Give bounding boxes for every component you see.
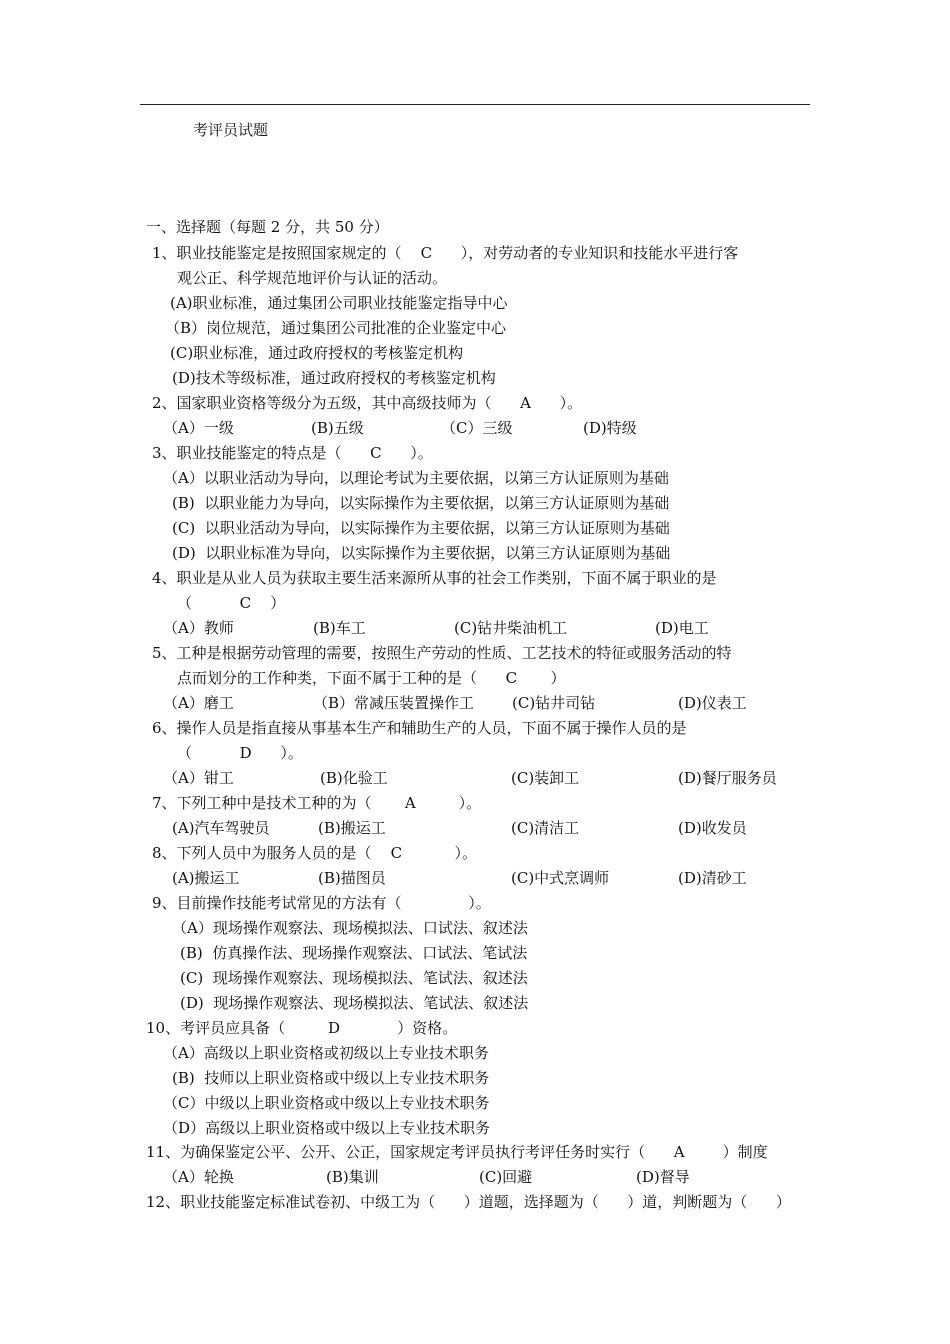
q12-stem: 12、职业技能鉴定标准试卷初、中级工为（ ）道题，选择题为（ ）道，判断题为（ ） [146, 1193, 791, 1211]
doc-title: 考评员试题 [193, 121, 269, 139]
q6-stem: 6、操作人员是指直接从事基本生产和辅助生产的人员，下面不属于操作人员的是 [152, 719, 687, 737]
q6-option-d: (D)餐厅服务员 [678, 769, 777, 787]
q1-option-d: (D)技术等级标准，通过政府授权的考核鉴定机构 [172, 369, 496, 387]
q7-stem: 7、下列工种中是技术工种的为（ A ）。 [152, 794, 482, 812]
q3-option-d: (D) 以职业标准为导向，以实际操作为主要依据，以第三方认证原则为基础 [172, 544, 671, 562]
q10-option-c: （C）中级以上职业资格或中级以上专业技术职务 [163, 1094, 490, 1112]
q9-option-b: (B) 仿真操作法、现场操作观察法、口试法、笔试法 [180, 944, 528, 962]
q9-option-d: (D) 现场操作观察法、现场模拟法、笔试法、叙述法 [180, 994, 529, 1012]
q7-option-a: (A)汽车驾驶员 [172, 819, 270, 837]
q9-option-c: (C) 现场操作观察法、现场模拟法、笔试法、叙述法 [180, 969, 528, 987]
q6-option-a: （A）钳工 [163, 769, 234, 787]
q4-option-b: (B)车工 [313, 619, 366, 637]
q6-stem-cont: （ D ）。 [177, 744, 303, 762]
q5-option-a: （A）磨工 [163, 694, 234, 712]
q9-stem: 9、目前操作技能考试常见的方法有（ ）。 [152, 894, 491, 912]
q4-stem: 4、职业是从业人员为获取主要生活来源所从事的社会工作类别，下面不属于职业的是 [152, 569, 717, 587]
q1-option-c: (C)职业标准，通过政府授权的考核鉴定机构 [170, 344, 464, 362]
q3-stem: 3、职业技能鉴定的特点是（ C ）。 [152, 444, 433, 462]
q3-option-b: (B) 以职业能力为导向，以实际操作为主要依据，以第三方认证原则为基础 [172, 494, 670, 512]
q4-option-d: (D)电工 [655, 619, 709, 637]
q4-option-c: (C)钻井柴油机工 [454, 619, 568, 637]
q10-option-a: （A）高级以上职业资格或初级以上专业技术职务 [163, 1044, 489, 1062]
q11-stem: 11、为确保鉴定公平、公开、公正，国家规定考评员执行考评任务时实行（ A ）制度 [146, 1143, 768, 1161]
q1-option-a: (A)职业标准，通过集团公司职业技能鉴定指导中心 [170, 294, 508, 312]
section-heading: 一、选择题（每题 2 分，共 50 分） [146, 218, 389, 236]
q5-stem-cont: 点而划分的工作种类，下面不属于工种的是（ C ） [177, 669, 566, 687]
q7-option-d: (D)收发员 [678, 819, 747, 837]
q8-option-d: (D)清砂工 [678, 869, 747, 887]
q11-option-b: (B)集训 [326, 1168, 379, 1186]
header-rule [140, 104, 810, 105]
q7-option-c: (C)清洁工 [511, 819, 580, 837]
q2-stem: 2、国家职业资格等级分为五级，其中高级技师为（ A ）。 [152, 394, 583, 412]
q11-option-c: (C)回避 [479, 1168, 533, 1186]
q4-option-a: （A）教师 [163, 619, 234, 637]
q10-option-d: （D）高级以上职业资格或中级以上专业技术职务 [163, 1119, 491, 1137]
q5-stem: 5、工种是根据劳动管理的需要，按照生产劳动的性质、工艺技术的特征或服务活动的特 [152, 644, 732, 662]
q10-option-b: (B) 技师以上职业资格或中级以上专业技术职务 [172, 1069, 490, 1087]
q8-option-b: (B)描图员 [318, 869, 386, 887]
q1-stem: 1、职业技能鉴定是按照国家规定的（ C ），对劳动者的专业知识和技能水平进行客 [152, 244, 739, 262]
q11-option-d: (D)督导 [636, 1168, 690, 1186]
q2-option-a: （A）一级 [163, 419, 234, 437]
q5-option-c: (C)钻井司钻 [512, 694, 596, 712]
q8-stem: 8、下列人员中为服务人员的是（ C ）。 [152, 844, 478, 862]
q10-stem: 10、考评员应具备（ D ）资格。 [146, 1019, 458, 1037]
q5-option-b: （B）常减压装置操作工 [313, 694, 475, 712]
q8-option-a: (A)搬运工 [172, 869, 240, 887]
q2-option-c: （C）三级 [441, 419, 513, 437]
q5-option-d: (D)仪表工 [678, 694, 747, 712]
q9-option-a: （A）现场操作观察法、现场模拟法、口试法、叙述法 [172, 919, 528, 937]
q4-stem-cont: （ C ） [177, 594, 286, 612]
q11-option-a: （A）轮换 [163, 1168, 234, 1186]
q2-option-b: (B)五级 [311, 419, 364, 437]
q2-option-d: (D)特级 [583, 419, 637, 437]
q6-option-b: (B)化验工 [320, 769, 388, 787]
q6-option-c: (C)装卸工 [511, 769, 580, 787]
q1-stem-cont: 观公正、科学规范地评价与认证的活动。 [177, 269, 448, 287]
q3-option-a: （A）以职业活动为导向，以理论考试为主要依据，以第三方认证原则为基础 [163, 469, 669, 487]
q8-option-c: (C)中式烹调师 [511, 869, 610, 887]
q3-option-c: (C) 以职业活动为导向，以实际操作为主要依据，以第三方认证原则为基础 [172, 519, 670, 537]
q1-option-b: （B）岗位规范，通过集团公司批准的企业鉴定中心 [165, 319, 507, 337]
q7-option-b: (B)搬运工 [318, 819, 386, 837]
